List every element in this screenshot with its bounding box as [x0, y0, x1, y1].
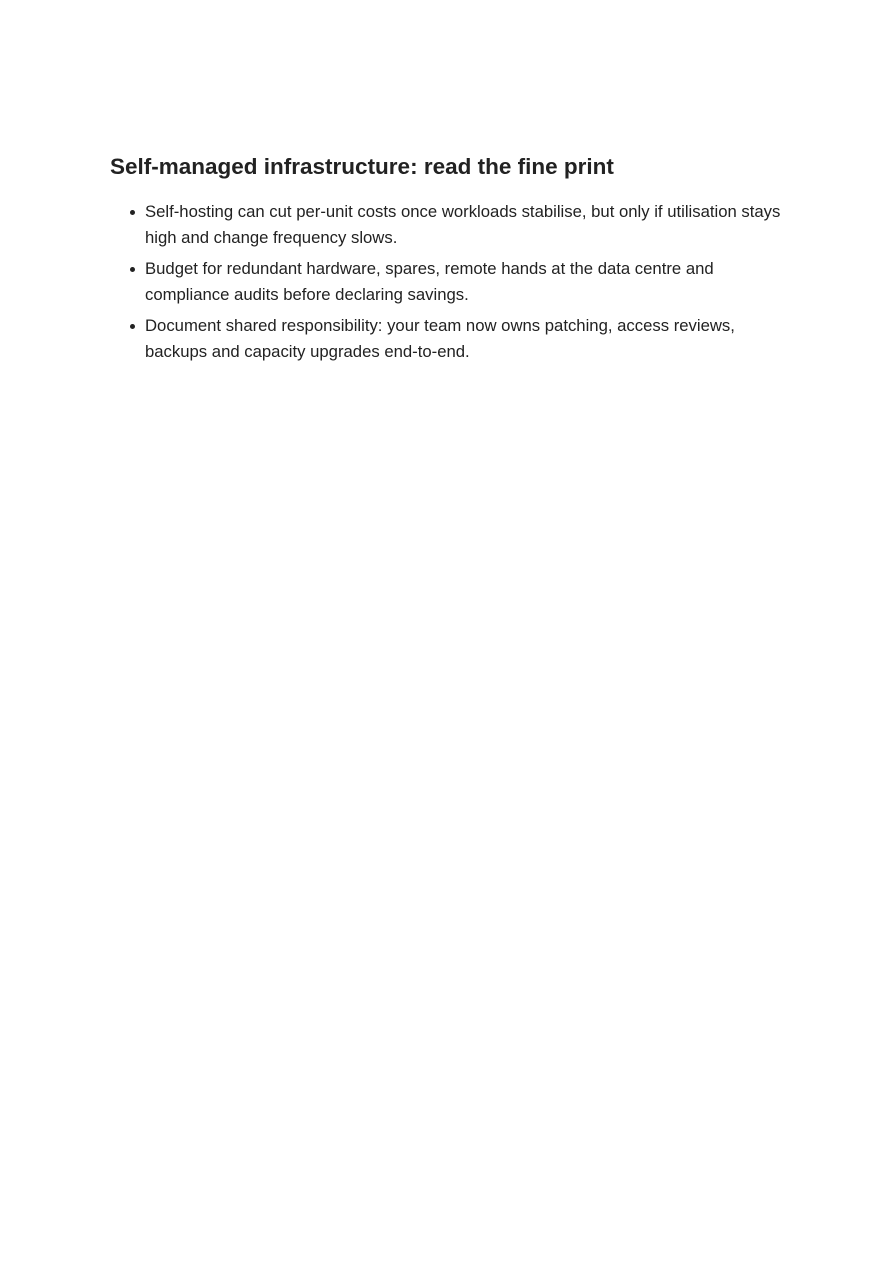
bullet-icon	[130, 324, 135, 329]
bullet-icon	[130, 267, 135, 272]
list-item	[110, 313, 790, 365]
document-content	[110, 150, 790, 370]
list-item	[110, 256, 790, 308]
list-item-text: Self-hosting can cut per-unit costs once workloads stabilise, but only if utilisation stays high and change frequency slows.	[145, 202, 781, 247]
bullet-list	[110, 199, 790, 365]
page-title: Self-managed infrastructure: read the fine print	[110, 154, 614, 179]
list-item	[110, 199, 790, 251]
list-item-text: Document shared responsibility: your team now owns patching, access reviews, backups and capacity upgrades end-to-end.	[145, 316, 735, 361]
bullet-icon	[130, 210, 135, 215]
list-item-text: Budget for redundant hardware, spares, remote hands at the data centre and compliance audits before declaring savings.	[145, 259, 714, 304]
